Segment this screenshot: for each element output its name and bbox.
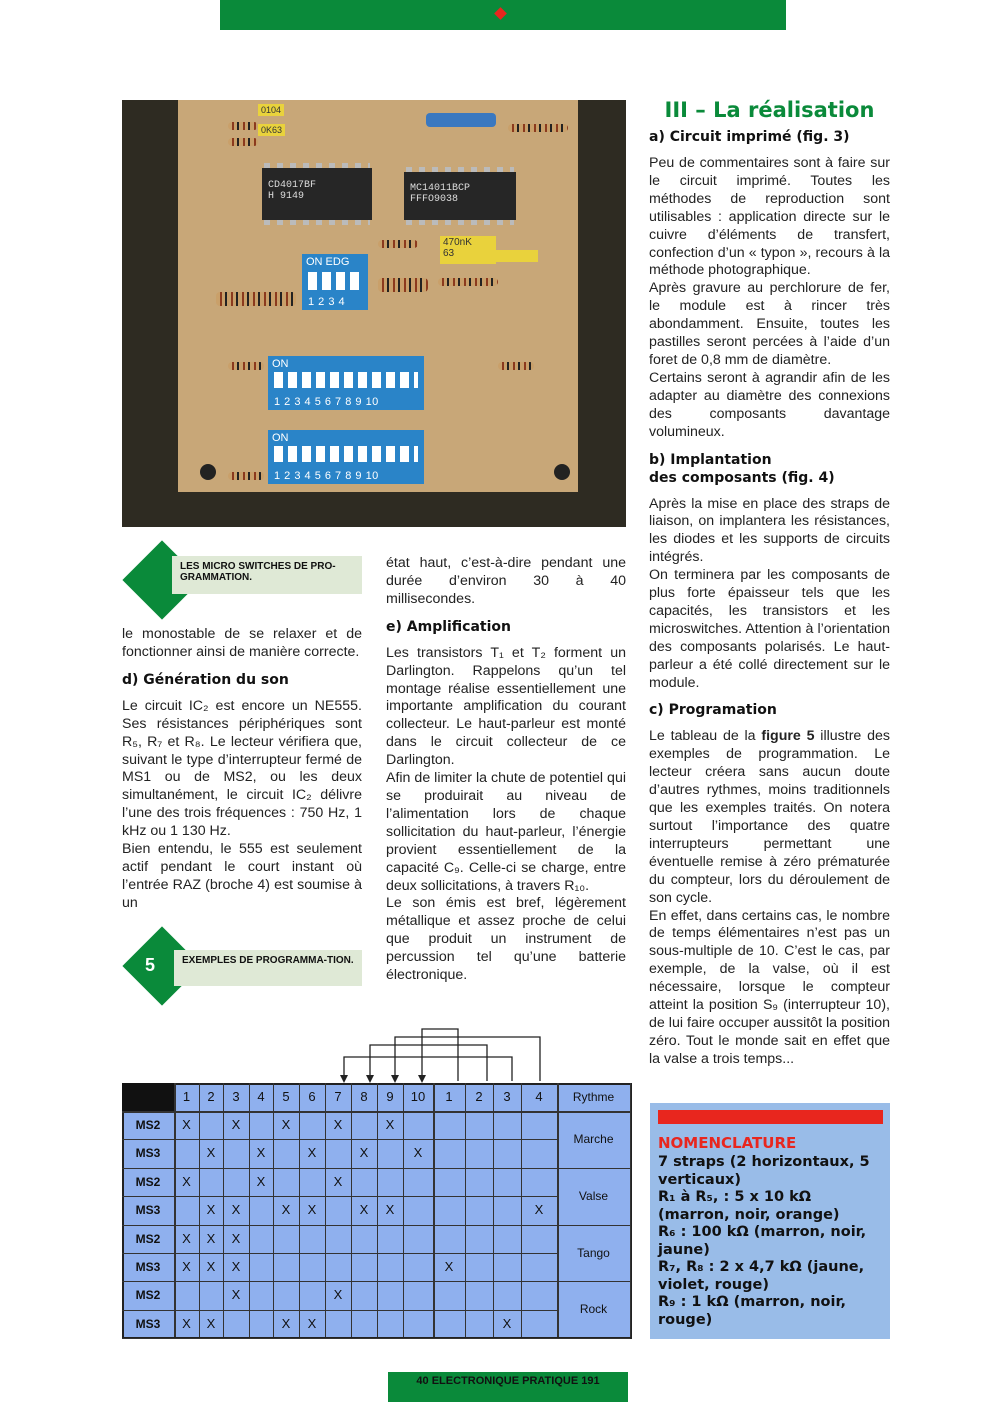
rhythm-header: Rythme (572, 1090, 615, 1104)
dip-numbers: 1 2 3 4 5 6 7 8 9 10 (274, 470, 379, 482)
paragraph: Bien entendu, le 555 est seulement actif pendant le court instant où l’entrée RAZ (broche 4) est soumise à un (122, 841, 362, 911)
paragraph: état haut, c’est-à-dire pendant une durée d’environ 30 à 40 millisecondes. (386, 555, 626, 607)
table-mark: X (231, 1230, 241, 1246)
section-heading-e: e) Amplification (386, 618, 512, 635)
paragraph (649, 728, 890, 907)
table-header-cell: 2 (475, 1089, 483, 1104)
table-header-cell: 8 (360, 1089, 368, 1104)
table-corner (122, 1083, 174, 1111)
row-label: MS2 (135, 1288, 161, 1303)
section-heading-b: b) Implantation (649, 451, 772, 468)
table-mark: X (231, 1259, 241, 1274)
paragraph: Le circuit IC₂ est encore un NE555. Ses résistances périphériques sont R₅, R₇ et R₈. Le lecteur vérifiera que, suivant le type d’interrupteur fermé de MS1 ou de MS2, ou les deux simultanément, le circuit IC₂ délivre l’une des trois fréquences : 750 Hz, 1 kHz ou 1 130 Hz. (122, 697, 362, 840)
table-mark: X (182, 1173, 191, 1189)
chip-label: CD4017BF (268, 180, 317, 191)
page-footer: 40 ELECTRONIQUE PRATIQUE 191 (388, 1372, 628, 1402)
dip-switch-10-b[interactable] (268, 430, 424, 484)
table-header-cell: 9 (386, 1089, 394, 1104)
grid-vline (403, 1083, 404, 1337)
grid-hline (122, 1196, 557, 1197)
row-label: MS2 (135, 1174, 161, 1189)
table-header-cell: 2 (207, 1089, 215, 1104)
grid-vline (493, 1083, 494, 1337)
grid-hline (122, 1139, 557, 1140)
table-mark: X (182, 1259, 191, 1274)
table-header-cell: 4 (257, 1089, 265, 1104)
table-mark: X (182, 1230, 191, 1246)
table-mark: X (256, 1173, 266, 1189)
nomenclature-title: NOMENCLATURE (658, 1134, 797, 1152)
grid-vline (433, 1083, 435, 1337)
dip-numbers: 1 2 3 4 5 6 7 8 9 10 (274, 396, 379, 408)
row-label: MS2 (135, 1118, 161, 1132)
table-mark: X (413, 1145, 423, 1161)
nomenclature-item: R₇, R₈ : 2 x 4,7 kΩ (jaune, violet, rouge) (658, 1259, 865, 1293)
text-run: illustre des exemples de programmation. Le lecteur créera sans aucun doute d’autres rythmes, moins traditionnels que les exemples traités. On notera surtout l’importance des quatre interrupteurs permettant une éventuelle remise à zéro prématurée du compteur, lors du déroulement de son cycle. (649, 728, 890, 906)
section-heading-d: d) Génération du son (122, 671, 289, 688)
reset-connectors (330, 1025, 560, 1085)
rhythm-label: Tango (577, 1245, 610, 1260)
dip-numbers: 1 2 3 4 (308, 296, 346, 308)
table-mark: X (307, 1145, 317, 1161)
paragraph: En effet, dans certains cas, le nombre de temps élémentaires n’est pas un sous-multiple de 10. C’est le cas, par exemple, de la valse, où il est nécessaire, lorsque le compteur atteint la position S₉ (interrupteur 10), de lui faire occuper aussitôt la position zéro. Tout le monde sait en effet que la valse a trois temps... (649, 907, 890, 1067)
rhythm-label: Rock (579, 1302, 608, 1317)
nomenclature-item: 7 straps (2 horizontaux, 5 verticaux) (658, 1154, 870, 1188)
grid-vline (249, 1083, 250, 1337)
table-header-cell: 4 (535, 1089, 543, 1104)
paragraph: Peu de commentaires sont à faire sur le circuit imprimé. Toutes les méthodes de reproduction sont utilisables : application directe sur le cuivre d’éléments de transfert, confection d’un « typon », recours à la méthode photographique. (649, 155, 890, 279)
table-mark: X (307, 1315, 317, 1331)
dip-label: ON EDG (306, 256, 350, 268)
dip-switch-4[interactable] (302, 254, 368, 310)
table-mark: X (206, 1145, 216, 1161)
nomenclature-item: R₆ : 100 kΩ (marron, noir, jaune) (658, 1224, 867, 1258)
table-mark: X (206, 1315, 216, 1331)
nomenclature-item: R₁ à R₅, : 5 x 10 kΩ (marron, noir, orange) (658, 1189, 840, 1223)
paragraph: Le son émis est bref, légèrement métallique et assez proche de celui que produit un instrument de percussion tel qu’une batterie électronique. (386, 895, 626, 984)
row-label: MS3 (135, 1316, 161, 1331)
table-mark: X (281, 1202, 291, 1218)
table-mark: X (231, 1117, 241, 1132)
chip-label: MC14011BCP (410, 183, 471, 194)
text-run: Le tableau de la (649, 728, 762, 745)
capacitor-label (440, 236, 496, 264)
section-title: III – La réalisation (664, 98, 875, 122)
chip-mc14011 (404, 172, 516, 220)
table-mark: X (333, 1287, 343, 1303)
paragraph: Après gravure au perchlorure de fer, le module est à rincer très abondamment. Ensuite, toutes les pastilles seront percées à l’aide d’un foret de 0,8 mm de diamètre. (649, 280, 890, 368)
paragraph: On terminera par les composants de plus forte épaisseur tels que les capacités, les transistors et les microswitches. Attention à l’orientation des composants polarisés. Le haut-parleur a été collé directement sur le module. (649, 567, 890, 691)
table-mark: X (534, 1202, 544, 1218)
table-mark: X (333, 1117, 343, 1132)
table-mark: X (333, 1173, 343, 1189)
table-mark: X (502, 1315, 512, 1331)
dip-label: ON (272, 358, 289, 370)
nomenclature-box (650, 1103, 890, 1339)
table-header-cell: 1 (445, 1089, 453, 1104)
section-heading-b-cont: des composants (fig. 4) (649, 469, 835, 486)
chip-cd4017 (262, 168, 372, 220)
figure-reference: figure 5 (761, 728, 815, 745)
row-label: MS3 (135, 1203, 161, 1218)
table-mark: X (385, 1117, 395, 1132)
section-heading-a: a) Circuit imprimé (fig. 3) (649, 129, 850, 145)
header-bar (220, 0, 786, 30)
paragraph: Les transistors T₁ et T₂ forment un Darlington. Rappelons qu’un tel montage réalise essentiellement une importante amplification du courant collecteur. Le haut-parleur est monté dans le circuit collecteur de ce Darlington. (386, 644, 626, 769)
grid-vline (630, 1083, 631, 1337)
table-mark: X (281, 1117, 291, 1132)
capacitor-voltage: 63 (443, 248, 455, 259)
table-mark: X (206, 1202, 216, 1218)
table-header-cell: 3 (232, 1089, 240, 1104)
rhythm-label: Marche (573, 1132, 614, 1146)
grid-hline (122, 1338, 630, 1339)
red-band (658, 1110, 883, 1124)
red-diamond-icon (494, 7, 507, 20)
table-mark: X (307, 1202, 317, 1218)
dip-switch-10-a[interactable] (268, 356, 424, 410)
programming-table (122, 1083, 632, 1339)
section-heading-c: c) Programation (649, 702, 777, 719)
table-mark: X (256, 1145, 266, 1161)
table-mark: X (444, 1259, 454, 1274)
table-header-cell: 6 (308, 1089, 316, 1104)
table-mark: X (359, 1145, 369, 1161)
table-header-cell: 5 (282, 1089, 290, 1104)
chip-label: H 9149 (268, 191, 305, 202)
table-mark: X (385, 1202, 395, 1218)
nomenclature-list (658, 1154, 886, 1329)
grid-vline (465, 1083, 466, 1337)
row-label: MS3 (135, 1146, 161, 1161)
table-mark: X (231, 1287, 241, 1303)
table-mark: X (359, 1202, 369, 1218)
figure-number: 5 (144, 955, 155, 975)
table-mark: X (206, 1259, 216, 1274)
column-1 (122, 626, 362, 913)
dip-label: ON (272, 432, 289, 444)
capacitor-value: 470nK (443, 237, 472, 248)
row-label: MS3 (135, 1260, 161, 1274)
table-mark: X (206, 1230, 216, 1246)
pcb-board: 0104 0K63 CD4017BF H 9149 MC14011BCP FFFO9038 470nK 63 ON EDG 1 2 3 4 ON 1 2 3 4 5 6 7 8 9 10 ON 1 2 3 4 5 6 7 8 9 10 (178, 100, 578, 492)
row-label: MS2 (135, 1231, 161, 1246)
column-2 (386, 555, 626, 985)
table-mark: X (231, 1202, 241, 1218)
table-mark: X (182, 1117, 191, 1132)
table-header-cell: 1 (182, 1089, 191, 1104)
chip-label: FFFO9038 (410, 194, 459, 205)
table-mark: X (281, 1315, 291, 1331)
paragraph: le monostable de se relaxer et de fonctionner ainsi de manière correcte. (122, 626, 362, 660)
paragraph: Afin de limiter la chute de potentiel qui se produirait au niveau de l’alimentation lors de chaque sollicitation du haut-parleur, l’énergie provient essentiellement de la capacité C₉. Celle-ci se charge, entre deux sollicitations, à travers R₁₀. (386, 770, 626, 894)
pcb-photo (122, 100, 626, 527)
paragraph: Après la mise en place des straps de liaison, on implantera les résistances, les diodes et les supports de circuits intégrés. (649, 495, 890, 566)
paragraph: Certains seront à agrandir afin de les adapter au diamètre des connexions des composants davantage volumineux. (649, 369, 890, 440)
table-header-cell: 3 (503, 1089, 511, 1104)
rhythm-label: Valse (578, 1188, 609, 1203)
table-mark: X (182, 1315, 191, 1331)
figure-5-caption: EXEMPLES DE PROGRAMMA-TION. (174, 950, 362, 986)
nomenclature-item: R₉ : 1 kΩ (marron, noir, rouge) (658, 1294, 847, 1328)
column-3 (649, 97, 890, 1069)
table-header-cell: 10 (410, 1089, 426, 1104)
table-header-cell: 7 (334, 1089, 342, 1104)
figure-4-caption: LES MICRO SWITCHES DE PRO-GRAMMATION. (172, 556, 362, 594)
